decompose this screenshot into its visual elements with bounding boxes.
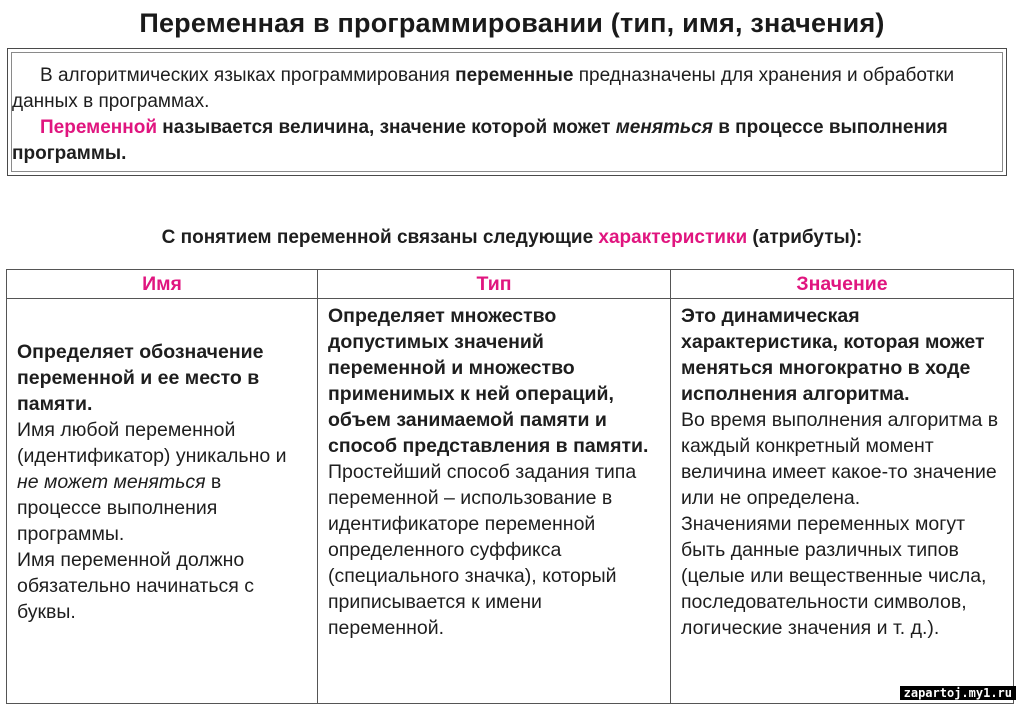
type-suffix-note: Простейший способ задания типа переменной – использование в идентификаторе переменной определенного суффикса (специального значка), который приписывается к имени переменной. — [328, 461, 637, 639]
subtitle-rest: (атрибуты): — [747, 227, 863, 248]
name-rule-rest: в процессе выполнения программы. — [17, 471, 222, 545]
value-definition: Это динамическая характеристика, которая может меняться многократно в ходе исполнения алгоритма. — [681, 305, 985, 405]
subtitle-highlight: характеристики — [598, 227, 748, 248]
header-name: Имя — [7, 270, 318, 299]
name-definition: Определяет обозначение переменной и ее место в памяти. — [17, 341, 264, 415]
cell-name — [7, 299, 318, 704]
name-rule — [17, 417, 307, 547]
page-title: Переменная в программировании (тип, имя, значения) — [139, 8, 885, 38]
cell-value — [671, 299, 1014, 704]
definition-p2-term: Переменной — [40, 117, 158, 138]
definition-p1-rest: предназначены для хранения и обработки данных в программах. — [12, 65, 955, 112]
definition-text — [12, 63, 997, 167]
table-header-row — [7, 270, 1014, 299]
header-type: Тип — [318, 270, 671, 299]
definition-p2-text: называется величина, значение которой может — [157, 117, 616, 138]
value-runtime-note: Во время выполнения алгоритма в каждый конкретный момент величина имеет какое-то значение или не определена. — [681, 409, 999, 509]
section-subtitle — [0, 227, 1024, 249]
name-rule-italic: не может меняться — [17, 471, 206, 493]
header-value: Значение — [671, 270, 1014, 299]
definition-p1-text: В алгоритмических языках программирования — [40, 65, 456, 86]
name-letter-rule: Имя переменной должно обязательно начинаться с буквы. — [17, 549, 254, 623]
type-definition: Определяет множество допустимых значений переменной и множество применимых к ней операций, объем занимаемой памяти и способ представления в памяти. — [328, 305, 649, 457]
attributes-table — [6, 269, 1014, 704]
definition-p2-italic: меняться — [615, 117, 713, 138]
definition-p2-rest: в процессе выполнения программы. — [12, 117, 948, 164]
table-row — [7, 299, 1014, 704]
definition-paragraph-1 — [12, 63, 997, 115]
name-rule-text: Имя любой переменной (идентификатор) уникально и — [17, 419, 287, 467]
value-types-note: Значениями переменных могут быть данные различных типов (целые или вещественные числа, последовательности символов, логические значения и т. д.). — [681, 513, 987, 639]
cell-type — [318, 299, 671, 704]
definition-p1-term: переменные — [455, 65, 574, 86]
site-watermark: zapartoj.my1.ru — [900, 686, 1016, 700]
definition-paragraph-2 — [12, 115, 997, 167]
subtitle-text: С понятием переменной связаны следующие — [161, 227, 599, 248]
